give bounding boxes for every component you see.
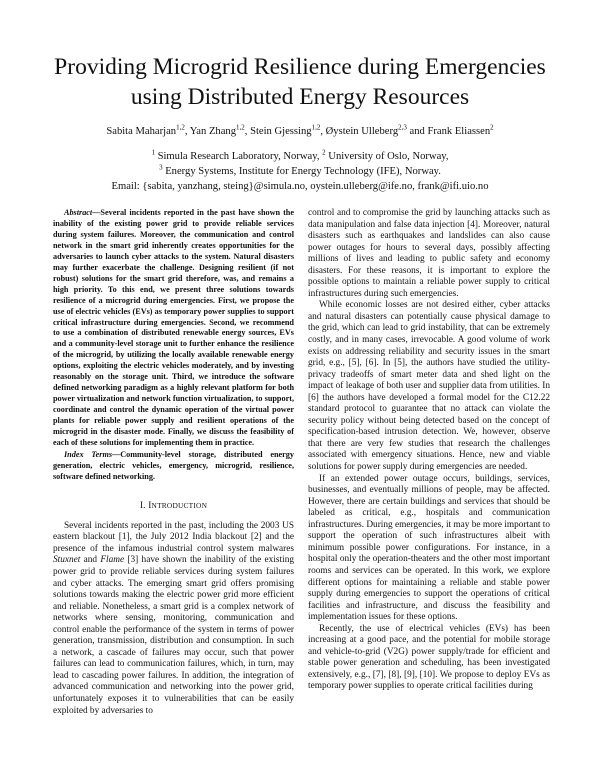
intro-paragraph: control and to compromise the grid by launching attacks such as data manipulation and false data injection [4]. Moreover, natural disasters such as earthquakes and landslides can also cause power outages for hours to several days, possibly affecting millions of lives and leading to public safety and economy disasters. For these reasons, it is important to explore the possible options to maintain a reliable power supply to critical infrastructures during such emergencies. [308,208,550,299]
abstract-label: Abstract [64,208,93,217]
affiliations [40,149,560,194]
index-terms-text: Community-level storage, distributed energy generation, electric vehicles, emergency, microgrid, resilience, software defined networking. [53,449,294,481]
intro-paragraph: While economic losses are not desired either, cyber attacks and natural disasters can potentially cause physical damage to the grid, which can lead to grid instability, that can be extremely costly, and in many cases, irrevocable. A good volume of work exists on addressing reliability and security issues in the smart grid, e.g., [5], [6]. In [5], the authors have studied the utility-privacy tradeoffs of smart meter data and shed light on the impact of leakage of both user and supplier data from utilities. In [6] the authors have developed a formal model for the C12.22 standard protocol to guarantee that no attack can violate the security policy without being detected based on the concept of specification-based intrusion detection. We, however, observe that there are very few studies that research the challenges associated with emergency situations. Hence, new and viable solutions for power supply during emergencies are needed. [308,300,550,473]
author-list: Sabita Maharjan$^{1,2}$, Yan Zhang$^{1,2}$, Stein Gjessing$^{1,2}$, Øystein Ulleberg$^{2,3}$ and Frank Eliassen$^2$ [106,123,494,137]
title-line-1: Providing Microgrid Resilience during Emergencies [54,54,546,80]
intro-paragraph: Recently, the use of electrical vehicles (EVs) has been increasing at a good pace, and the potential for mobile storage and vehicle-to-grid (V2G) power supply/trade for efficient and stable power generation and scheduling, has been investigated extensively, e.g., [7], [8], [9], [10]. We propose to deploy EVs as temporary power supplies to operate critical facilities during [308,623,550,692]
author-name: Frank Eliassen [427,126,491,137]
index-terms: Index Terms—Community-level storage, distributed energy generation, electric vehicles, emergency, microgrid, resilience, software defined networking. [53,449,294,481]
author-affiliation-mark: 1,2 [176,123,185,132]
section-heading-introduction: I. INTRODUCTION [139,500,208,511]
abstract-text: Several incidents reported in the past have shown the inability of the existing power grid to provide reliable services during system failures. Moreover, the communication and control network in the smart grid inherently creates opportunities for the adversaries to launch cyber attacks to the system. Natural disasters may further exacerbate the challenge. Designing resilient (if not robust) solutions for the smart grid therefore, was, and remains a high priority. To this end, we present three solutions towards resilience of a microgrid during emergencies. First, we propose the use of electric vehicles (EVs) as temporary power supplies to support critical infrastructure during emergencies. Second, we recommend to use a combination of distributed renewable energy sources, EVs and a community-level storage unit to further enhance the resilience of the microgrid, by utilizing the locally available renewable energy options, exploiting the electric vehicles moderately, and by investing reasonably on the storage unit. Third, we introduce the software defined networking paradigm as a highly relevant platform for both power virtualization and network function virtualization, to support, coordinate and control the dynamic operation of the virtual power plants for reliable power supply and resilient operations of the microgrid in the disaster mode. Finally, we discuss the feasibility of each of these solutions for implementing them in practice. [53,208,294,448]
right-column [308,208,550,693]
author-affiliation-mark: 1,2 [311,123,321,132]
paper-title [40,52,560,112]
affiliation-line: $^3$ Energy Systems, Institute for Energy Technology (IFE), Norway. [159,163,441,177]
abstract: Abstract—Several incidents reported in the past have shown the inability of the existing power grid to provide reliable services during system failures. Moreover, the communication and control network in the smart grid inherently creates opportunities for the adversaries to launch cyber attacks to the system. Natural disasters may further exacerbate the challenge. Designing resilient (if not robust) solutions for the smart grid therefore, was, and remains a high priority. To this end, we present three solutions towards resilience of a microgrid during emergencies. First, we propose the use of electric vehicles (EVs) as temporary power supplies to support critical infrastructure during emergencies. Second, we recommend to use a combination of distributed renewable energy sources, EVs and a community-level storage unit to further enhance the resilience of the microgrid, by utilizing the locally available renewable energy options, exploiting the electric vehicles moderately, and by investing reasonably on the storage unit. Third, we introduce the software defined networking paradigm as a highly relevant platform for both power virtualization and network function virtualization, to support, coordinate and control the dynamic operation of the virtual power plants for reliable power supply and resilient operations of the microgrid in the disaster mode. Finally, we discuss the feasibility of each of these solutions for implementing them in practice. [53,208,294,448]
affiliation-line: $^1$ Simula Research Laboratory, Norway, $^2$ University of Oslo, Norway, [151,148,449,162]
author-name: Stein Gjessing [250,126,312,137]
author-affiliation-mark: 1,2 [236,123,245,132]
author-name: Sabita Maharjan [106,126,177,137]
intro-paragraph: If an extended power outage occurs, buildings, services, businesses, and eventually millions of people, may be affected. However, there are certain buildings and services that should be labeled as critical, e.g., hospitals and communication infrastructures. During emergencies, it may be more important to support the operation of such infrastructures albeit with minimum possible power configurations. For instance, in a hospital only the operation-theaters and the other most important rooms and services can be operated. In this work, we explore different options for maintaining a reliable and stable power supply during emergencies to support the operations of critical facilities and infrastructure, and discuss the feasibility and implementation issues for these options. [308,473,550,623]
left-column [53,208,294,717]
author-name: Øystein Ulleberg [325,126,399,137]
title-line-2: using Distributed Energy Resources [130,84,470,110]
index-terms-label: Index Terms [64,449,113,459]
author-name: Yan Zhang [189,126,237,137]
author-emails: Email: {sabita, yanzhang, steing}@simula.no, oystein.ulleberg@ife.no, frank@ifi.uio.no [111,181,489,192]
author-affiliation-mark: 2 [490,123,494,132]
intro-paragraph: Several incidents reported in the past, including the 2003 US eastern blackout [1], the July 2012 India blackout [2] and the presence of the infamous industrial control system malwares Stuxnet and Flame [3] have shown the inability of the existing power grid to provide reliable services during system failures and cyber attacks. The emerging smart grid offers promising solutions towards making the electric power grid more efficient and reliable. Nonetheless, a smart grid is a complex network of networks where sensing, monitoring, communication and control enable the performance of the system in terms of power generation, transmission, distribution and consumption. In such a network, a cascade of failures may occur, such that power failures can lead to communication failures, which, in turn, may lead to cascading power failures. In addition, the integration of advanced communication and networking into the power grid, unfortunately exposes it to vulnerabilities that can be easily exploited by adversaries to [53,520,294,716]
author-affiliation-mark: 2,3 [398,123,407,132]
